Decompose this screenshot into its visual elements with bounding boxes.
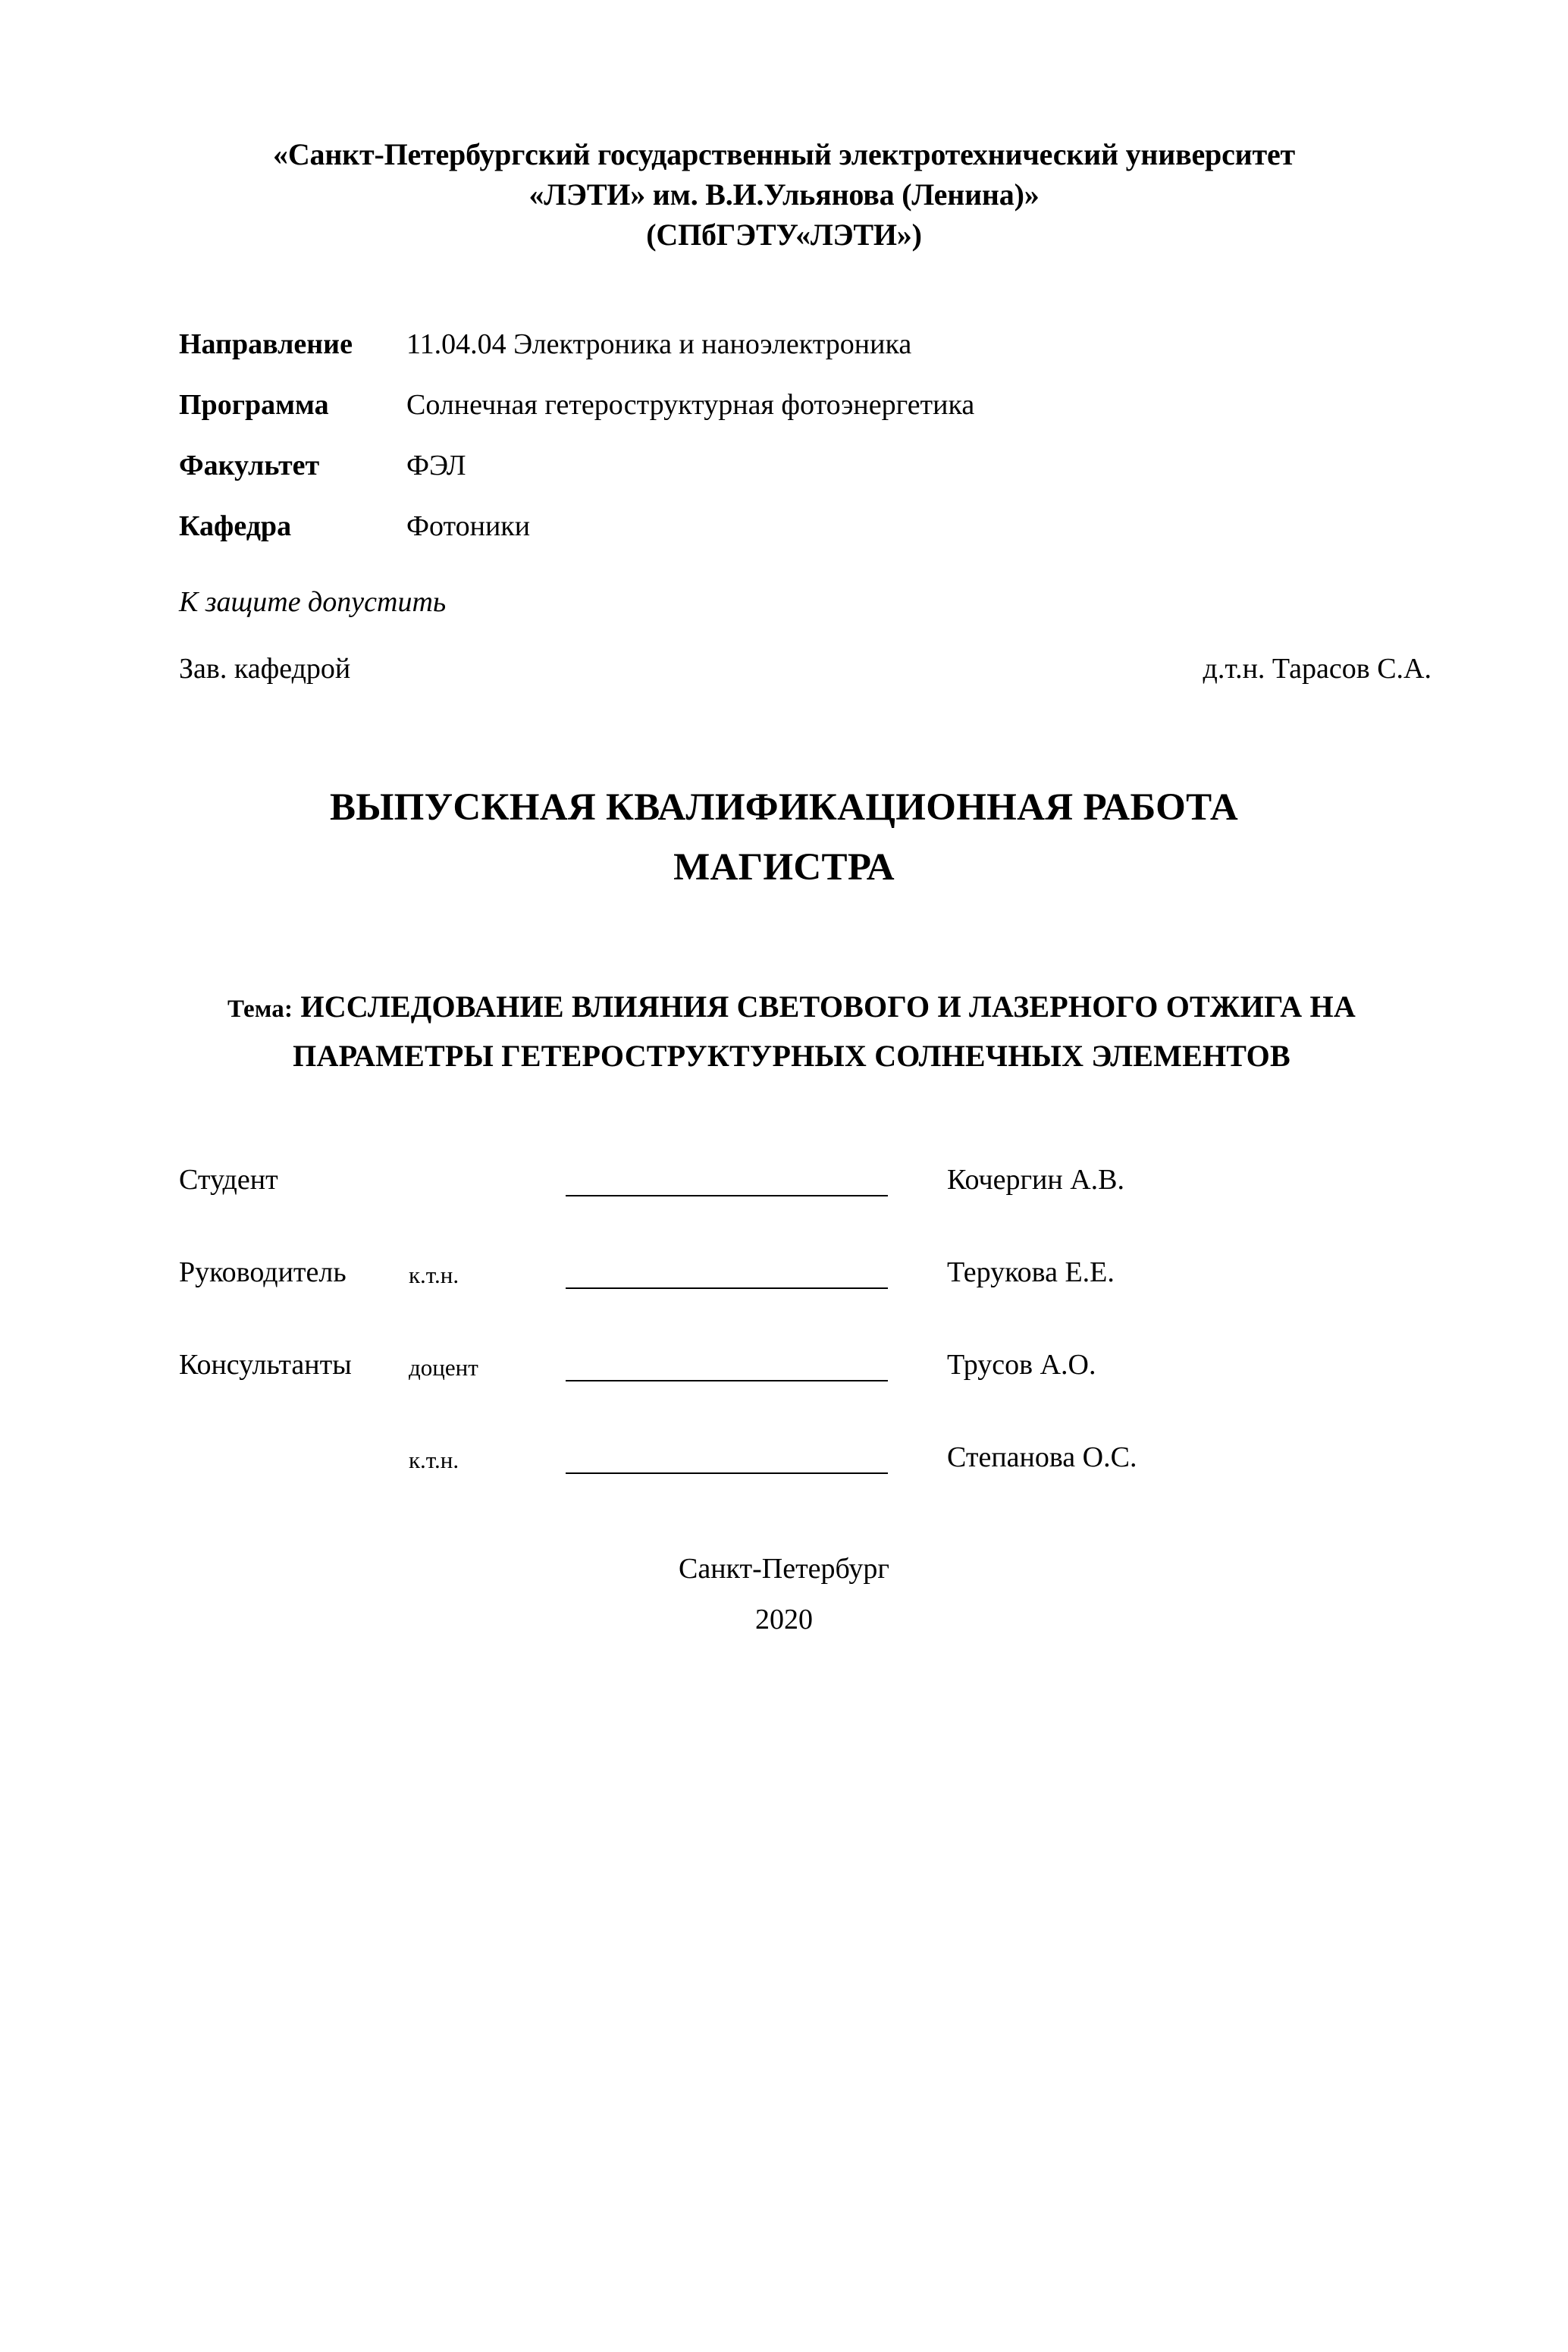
signature-degree-supervisor: к.т.н.: [409, 1262, 459, 1289]
metadata-value-direction: 11.04.04 Электроника и наноэлектроника: [406, 328, 912, 361]
metadata-label-department: Кафедра: [179, 510, 292, 543]
signature-name-student: Кочергин А.В.: [947, 1164, 1124, 1196]
signature-line-consultant-2: [566, 1463, 888, 1474]
metadata-value-program: Солнечная гетероструктурная фотоэнергетика: [406, 389, 975, 422]
signature-degree-consultant-2: к.т.н.: [409, 1447, 459, 1474]
signature-role-supervisor: Руководитель: [179, 1256, 347, 1289]
metadata-row-department: [179, 510, 1432, 543]
work-title-line-1: ВЫПУСКНАЯ КВАЛИФИКАЦИОННАЯ РАБОТА: [329, 786, 1239, 829]
metadata-row-direction: [179, 328, 1432, 361]
signature-table: [0, 1149, 1568, 1474]
metadata-value-department: Фотоники: [406, 510, 531, 543]
signature-row-consultant-1: [179, 1334, 1432, 1381]
university-header-line-1: «Санкт-Петербургский государственный электротехнический университет: [273, 137, 1295, 171]
work-title: [0, 778, 1568, 898]
signature-row-supervisor: [179, 1242, 1432, 1289]
thesis-theme: [0, 983, 1568, 1081]
signature-line-student: [566, 1186, 888, 1196]
thesis-theme-prefix: Тема:: [227, 996, 293, 1024]
document-page: [0, 135, 1568, 2352]
metadata-label-faculty: Факультет: [179, 450, 320, 482]
metadata-row-program: [179, 388, 1432, 422]
metadata-label-direction: Направление: [179, 328, 353, 361]
signature-line-consultant-1: [566, 1371, 888, 1381]
signature-role-student: Студент: [179, 1164, 278, 1196]
head-of-department-name: д.т.н. Тарасов С.А.: [1203, 653, 1432, 685]
signature-row-consultant-2: [179, 1427, 1432, 1474]
metadata-value-faculty: ФЭЛ: [406, 450, 466, 482]
signature-role-consultants: Консультанты: [179, 1349, 352, 1381]
document-footer: [0, 1544, 1568, 1645]
metadata-label-program: Программа: [179, 389, 329, 422]
university-header: [0, 135, 1568, 255]
footer-year: 2020: [755, 1603, 813, 1635]
signature-line-supervisor: [566, 1278, 888, 1289]
signature-name-supervisor: Терукова Е.Е.: [947, 1256, 1115, 1289]
metadata-row-faculty: [179, 449, 1432, 482]
head-of-department-row: [0, 652, 1568, 685]
admission-note: К защите допустить: [179, 586, 447, 619]
head-of-department-role: Зав. кафедрой: [179, 653, 351, 685]
university-header-line-2: «ЛЭТИ» им. В.И.Ульянова (Ленина)»: [528, 177, 1040, 212]
signature-degree-consultant-1: доцент: [409, 1354, 478, 1381]
signature-row-student: [179, 1149, 1432, 1196]
signature-name-consultant-1: Трусов А.О.: [947, 1349, 1096, 1381]
university-header-line-3: (СПбГЭТУ«ЛЭТИ»): [646, 217, 922, 252]
program-metadata: [0, 328, 1568, 543]
thesis-theme-text: ИССЛЕДОВАНИЕ ВЛИЯНИЯ СВЕТОВОГО И ЛАЗЕРНОГО ОТЖИГА НА ПАРАМЕТРЫ ГЕТЕРОСТРУКТУРНЫХ СОЛНЕЧНЫХ ЭЛЕМЕНТОВ: [293, 989, 1356, 1074]
signature-name-consultant-2: Степанова О.С.: [947, 1441, 1137, 1474]
footer-city: Санкт-Петербург: [678, 1553, 890, 1585]
work-title-line-2: МАГИСТРА: [673, 846, 895, 889]
